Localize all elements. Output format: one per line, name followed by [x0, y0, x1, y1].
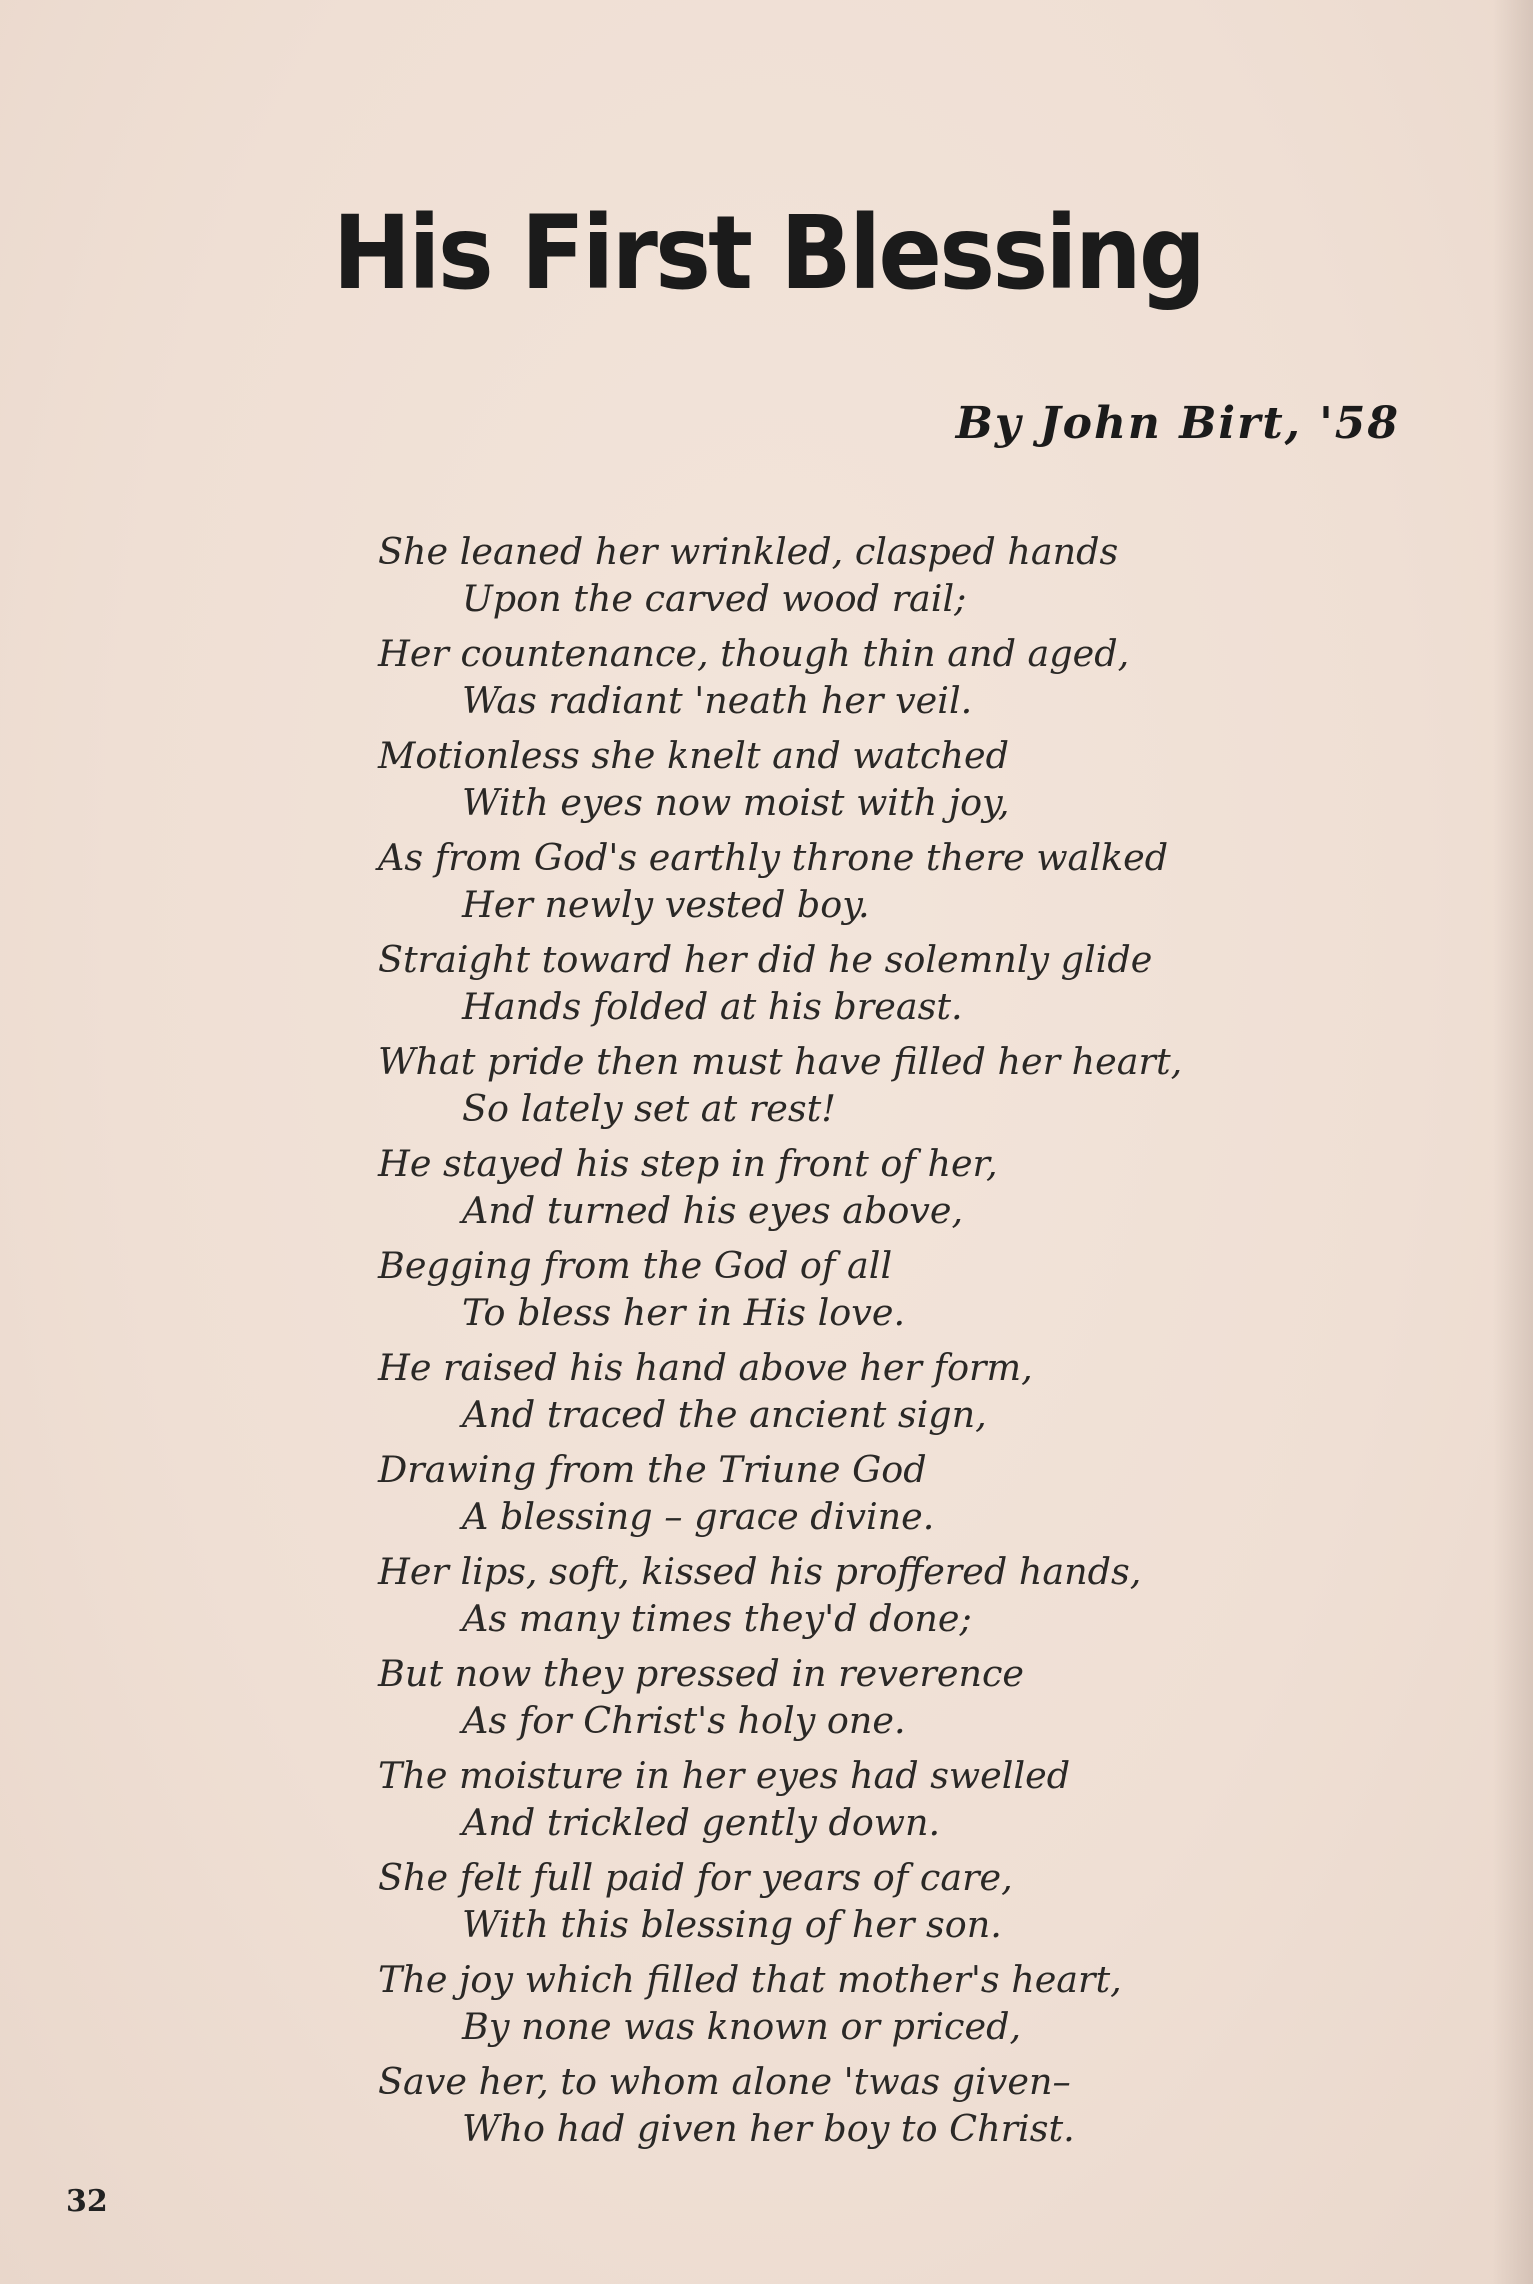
poem-couplet	[378, 1650, 1378, 1744]
poem-line: Drawing from the Triune God	[378, 1448, 927, 1491]
poem-couplet	[378, 630, 1378, 724]
poem-line-indented: Was radiant 'neath her veil.	[462, 679, 973, 722]
poem-line-indented: By none was known or priced,	[462, 2005, 1022, 2048]
poem-line-indented: Upon the carved wood rail;	[462, 577, 967, 620]
page-number: 32	[66, 2184, 108, 2219]
poem-line: But now they pressed in reverence	[378, 1652, 1025, 1695]
poem-line-indented: Her newly vested boy.	[462, 883, 870, 926]
poem-line: He raised his hand above her form,	[378, 1346, 1033, 1389]
poem-line: What pride then must have filled her heart,	[378, 1040, 1183, 1083]
poem-line: The joy which filled that mother's heart,	[378, 1958, 1122, 2001]
poem-couplet	[378, 1446, 1378, 1540]
poem-couplet	[378, 2058, 1378, 2152]
poem-line-indented: And traced the ancient sign,	[462, 1393, 987, 1436]
poem-line-indented: Who had given her boy to Christ.	[462, 2107, 1075, 2150]
poem-line-indented: A blessing – grace divine.	[462, 1495, 935, 1538]
poem-couplet	[378, 1956, 1378, 2050]
poem-couplet	[378, 1752, 1378, 1846]
poem-line-indented: With eyes now moist with joy,	[462, 781, 1010, 824]
poem-couplet	[378, 732, 1378, 826]
poem-line: She leaned her wrinkled, clasped hands	[378, 530, 1119, 573]
poem-couplet	[378, 1038, 1378, 1132]
poem-title: His First Blessing	[332, 194, 1204, 313]
poem-couplet	[378, 1854, 1378, 1948]
poem-line: The moisture in her eyes had swelled	[378, 1754, 1071, 1797]
poem-couplet	[378, 1344, 1378, 1438]
author-byline: By John Birt, '58	[955, 398, 1400, 449]
poem-couplet	[378, 528, 1378, 622]
poem-line-indented: As for Christ's holy one.	[462, 1699, 906, 1742]
page-edge-shadow	[1493, 0, 1533, 2284]
poem-line-indented: And trickled gently down.	[462, 1801, 941, 1844]
poem-line-indented: With this blessing of her son.	[462, 1903, 1002, 1946]
poem-couplet	[378, 1242, 1378, 1336]
poem-couplet	[378, 834, 1378, 928]
poem-line: She felt full paid for years of care,	[378, 1856, 1013, 1899]
poem-line-indented: So lately set at rest!	[462, 1087, 836, 1130]
poem-line: Her lips, soft, kissed his proffered hands,	[378, 1550, 1142, 1593]
poem-couplet	[378, 1140, 1378, 1234]
poem-line: Save her, to whom alone 'twas given–	[378, 2060, 1071, 2103]
poem-line: Motionless she knelt and watched	[378, 734, 1009, 777]
poem-couplet	[378, 936, 1378, 1030]
poem-line-indented: And turned his eyes above,	[462, 1189, 964, 1232]
poem-body	[378, 528, 1378, 2160]
poem-line: Straight toward her did he solemnly glide	[378, 938, 1153, 981]
poem-line: As from God's earthly throne there walked	[378, 836, 1169, 879]
poem-line: Her countenance, though thin and aged,	[378, 632, 1130, 675]
poem-line-indented: To bless her in His love.	[462, 1291, 906, 1334]
poem-line-indented: Hands folded at his breast.	[462, 985, 963, 1028]
poem-line: Begging from the God of all	[378, 1244, 893, 1287]
poem-line: He stayed his step in front of her,	[378, 1142, 998, 1185]
poem-couplet	[378, 1548, 1378, 1642]
poem-line-indented: As many times they'd done;	[462, 1597, 972, 1640]
